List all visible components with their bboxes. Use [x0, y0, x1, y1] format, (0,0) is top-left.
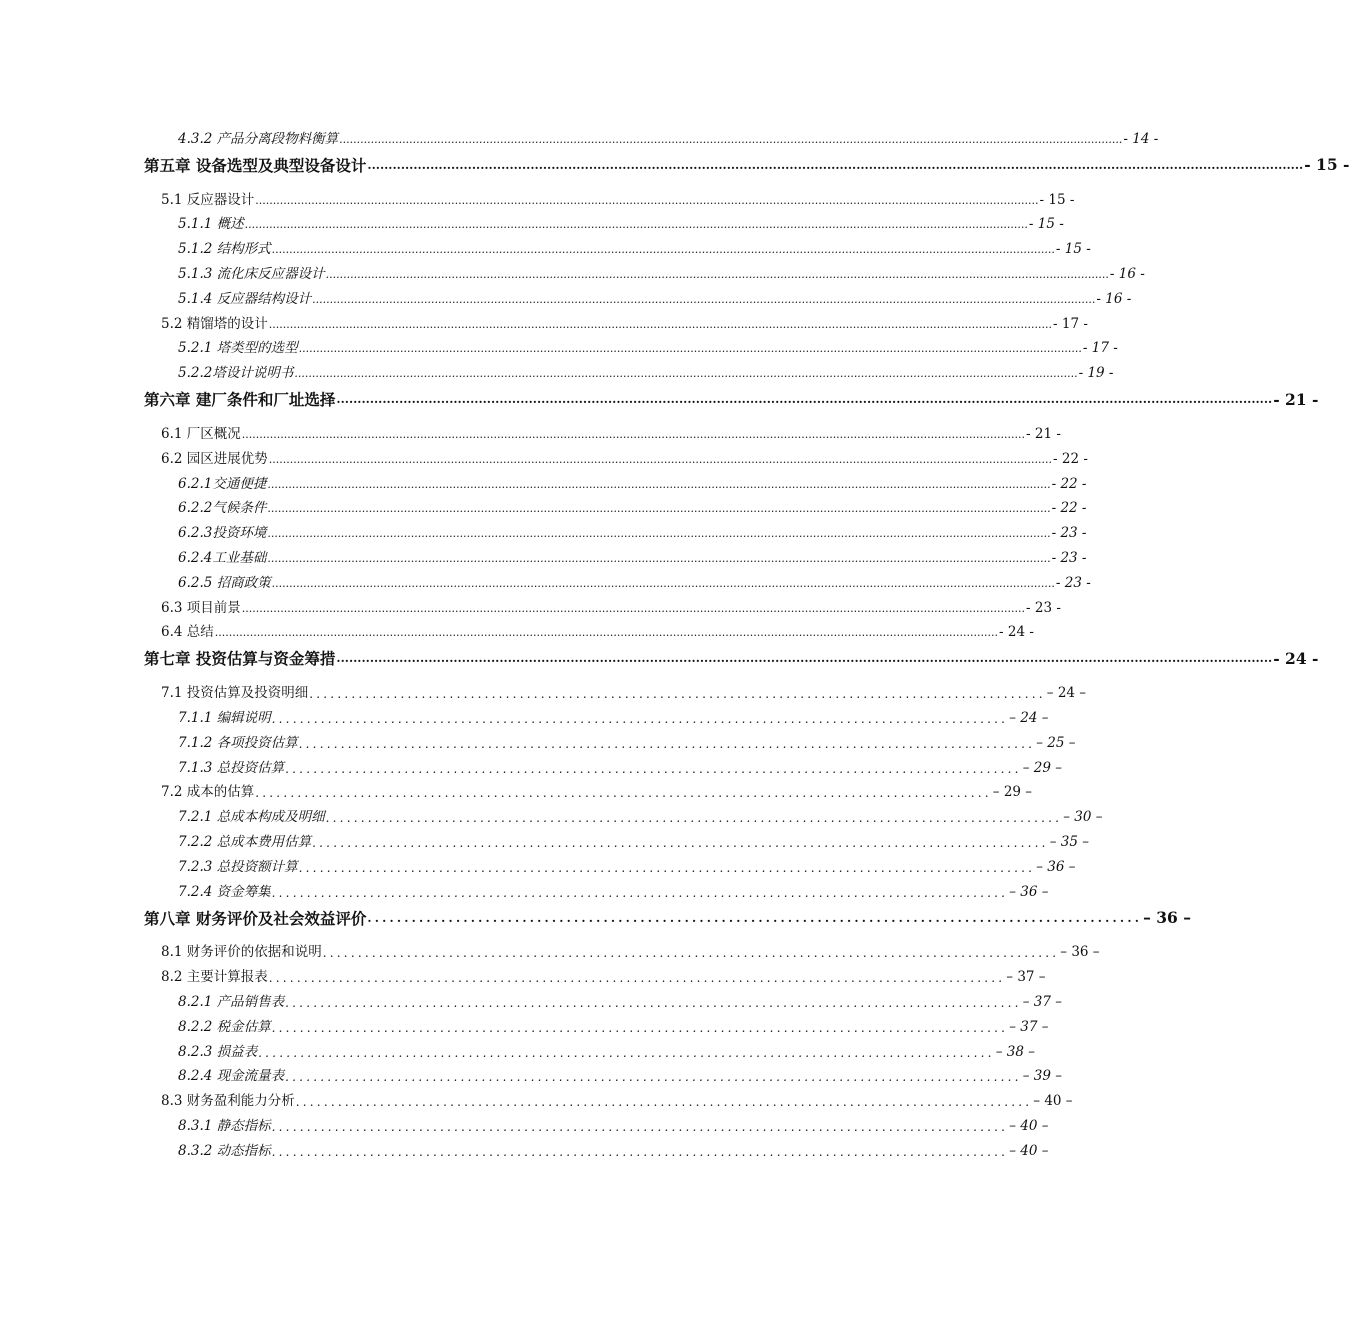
- toc-entry[interactable]: [144, 1084, 1073, 1110]
- toc-page-number: – 24 –: [1009, 709, 1049, 726]
- toc-dot-leader: ................................................................................................................................................................................................................................: [336, 392, 1273, 407]
- toc-dot-leader: .........................................................................................................: [285, 1070, 1022, 1085]
- toc-dot-leader: .........................................................................................................: [298, 736, 1036, 751]
- toc-dot-leader: ................................................................................................................................................................................................................................: [241, 427, 1025, 441]
- toc-page-number: – 24 –: [1046, 685, 1087, 702]
- toc-entry-title: 5.1 反应器设计: [161, 191, 255, 208]
- toc-dot-leader: ................................................................................................................................................................................................................................: [339, 132, 1123, 146]
- toc-entry-title: 6.2.3投资环境: [178, 525, 267, 542]
- toc-entry-title: 8.2 主要计算报表: [161, 969, 268, 986]
- toc-dot-leader: ................................................................................................................................................................................................................................: [298, 342, 1082, 356]
- toc-entry[interactable]: [144, 701, 1049, 726]
- toc-page-number: - 24 -: [1273, 648, 1319, 668]
- toc-entry-title: 8.3 财务盈利能力分析: [161, 1093, 295, 1110]
- toc-page-number: - 23 -: [1051, 525, 1087, 542]
- toc-entry-title: 5.1.1 概述: [178, 216, 244, 233]
- toc-entry-title: 6.2 园区进展优势: [161, 450, 268, 467]
- toc-entry-title: 6.3 项目前景: [161, 599, 241, 616]
- toc-entry[interactable]: [144, 751, 1062, 776]
- toc-dot-leader: ................................................................................................................................................................................................................................: [244, 218, 1028, 232]
- toc-entry[interactable]: [144, 1134, 1049, 1159]
- toc-entry-title: 6.2.1交通便捷: [178, 475, 267, 492]
- toc-dot-leader: ................................................................................................................................................................................................................................: [271, 243, 1055, 257]
- toc-entry[interactable]: [144, 985, 1062, 1010]
- toc-chapter-entry[interactable]: [144, 147, 1349, 183]
- toc-page-number: – 40 –: [1033, 1093, 1073, 1110]
- toc-entry-title: 8.2.2 税金估算: [178, 1018, 271, 1035]
- toc-dot-leader: .........................................................................................................: [285, 761, 1022, 776]
- toc-page-number: – 40 –: [1009, 1117, 1049, 1134]
- toc-entry[interactable]: [144, 257, 1145, 282]
- toc-entry-title: 第五章 设备选型及典型设备设计: [144, 155, 367, 175]
- toc-entry[interactable]: [144, 776, 1033, 801]
- toc-entry-title: 8.3.2 动态指标: [178, 1142, 271, 1159]
- toc-entry[interactable]: [144, 442, 1088, 467]
- table-of-contents: [144, 122, 1349, 1159]
- toc-dot-leader: .........................................................................................................: [322, 946, 1060, 961]
- toc-dot-leader: .........................................................................................................: [271, 1144, 1009, 1159]
- toc-entry-title: 5.1.3 流化床反应器设计: [178, 265, 325, 282]
- toc-page-number: – 36 –: [1009, 883, 1049, 900]
- toc-page-number: – 40 –: [1009, 1142, 1049, 1159]
- toc-entry[interactable]: [144, 850, 1076, 875]
- toc-entry[interactable]: [144, 825, 1089, 850]
- toc-entry[interactable]: [144, 232, 1091, 258]
- toc-page-number: - 22 -: [1051, 475, 1087, 492]
- toc-dot-leader: ................................................................................................................................................................................................................................: [267, 551, 1051, 565]
- toc-chapter-entry[interactable]: [144, 381, 1319, 417]
- toc-dot-leader: .........................................................................................................: [295, 1095, 1033, 1110]
- toc-entry[interactable]: [144, 800, 1103, 826]
- toc-entry-title: 6.2.4工业基础: [178, 549, 267, 566]
- toc-page-number: – 36 –: [1060, 944, 1100, 961]
- toc-page-number: – 39 –: [1022, 1068, 1062, 1085]
- toc-entry[interactable]: [144, 1060, 1062, 1085]
- toc-dot-leader: .........................................................................................................: [255, 786, 992, 801]
- toc-dot-leader: ................................................................................................................................................................................................................................: [267, 477, 1051, 491]
- toc-dot-leader: .........................................................................................................: [268, 971, 1006, 986]
- toc-entry-title: 7.1.2 各项投资估算: [178, 734, 298, 751]
- toc-entry[interactable]: [144, 1109, 1049, 1134]
- toc-entry[interactable]: [144, 616, 1034, 641]
- toc-page-number: - 14 -: [1123, 130, 1159, 147]
- toc-dot-leader: ................................................................................................................................................................................................................................: [214, 626, 998, 640]
- toc-chapter-entry[interactable]: [144, 900, 1191, 936]
- toc-page-number: - 17 -: [1053, 315, 1088, 332]
- toc-entry[interactable]: [144, 591, 1061, 616]
- toc-page-number: – 36 –: [1036, 858, 1076, 875]
- toc-entry-title: 第七章 投资估算与资金筹措: [144, 649, 336, 669]
- toc-entry[interactable]: [144, 356, 1114, 382]
- toc-entry-title: 8.3.1 静态指标: [178, 1117, 271, 1134]
- toc-entry-title: 6.1 厂区概况: [161, 425, 241, 442]
- toc-entry-title: 7.2.1 总成本构成及明细: [178, 809, 325, 826]
- toc-page-number: - 17 -: [1082, 340, 1118, 357]
- toc-page-number: – 37 –: [1022, 993, 1062, 1010]
- toc-entry[interactable]: [144, 417, 1061, 442]
- toc-entry-title: 4.3.2 产品分离段物料衡算: [178, 130, 339, 147]
- toc-page-number: - 19 -: [1078, 365, 1114, 382]
- toc-page-number: – 37 –: [1006, 969, 1046, 986]
- toc-dot-leader: .........................................................................................................: [258, 1045, 995, 1060]
- toc-entry-title: 5.1.2 结构形式: [178, 241, 271, 258]
- toc-page-number: – 25 –: [1036, 734, 1076, 751]
- toc-page-number: - 21 -: [1026, 425, 1061, 442]
- toc-dot-leader: ................................................................................................................................................................................................................................: [268, 317, 1052, 331]
- toc-entry-title: 8.1 财务评价的依据和说明: [161, 944, 322, 961]
- toc-dot-leader: ................................................................................................................................................................................................................................: [312, 292, 1096, 306]
- toc-page-number: - 21 -: [1273, 389, 1319, 409]
- toc-entry[interactable]: [144, 208, 1064, 233]
- toc-entry[interactable]: [144, 492, 1087, 517]
- toc-page-number: - 23 -: [1055, 574, 1091, 591]
- toc-entry[interactable]: [144, 183, 1075, 208]
- toc-entry-title: 5.2.2塔设计说明书: [178, 365, 294, 382]
- toc-entry[interactable]: [144, 1010, 1049, 1035]
- toc-dot-leader: ................................................................................................................................................................................................................................: [336, 651, 1273, 666]
- toc-entry-title: 8.2.3 损益表: [178, 1043, 258, 1060]
- toc-entry[interactable]: [144, 282, 1132, 307]
- toc-entry[interactable]: [144, 960, 1046, 986]
- toc-entry[interactable]: [144, 566, 1091, 591]
- toc-page-number: - 16 -: [1109, 265, 1145, 282]
- toc-dot-leader: ................................................................................................................................................................................................................................: [255, 193, 1039, 207]
- toc-entry[interactable]: [144, 122, 1159, 147]
- toc-entry-title: 第八章 财务评价及社会效益评价: [144, 908, 367, 928]
- toc-page-number: – 38 –: [995, 1043, 1035, 1060]
- toc-entry[interactable]: [144, 332, 1118, 357]
- toc-page-number: - 15 -: [1304, 155, 1349, 175]
- toc-page-number: - 16 -: [1096, 290, 1132, 307]
- toc-dot-leader: .........................................................................................................: [298, 860, 1036, 875]
- toc-entry-title: 5.1.4 反应器结构设计: [178, 290, 312, 307]
- toc-page-number: – 36 –: [1143, 908, 1191, 928]
- toc-page-number: - 15 -: [1055, 241, 1091, 258]
- toc-page-number: – 35 –: [1049, 833, 1089, 850]
- toc-dot-leader: .........................................................................................................: [271, 1020, 1009, 1035]
- toc-entry[interactable]: [144, 726, 1076, 751]
- toc-page-number: - 15 -: [1028, 216, 1064, 233]
- toc-page-number: – 37 –: [1009, 1018, 1049, 1035]
- toc-entry-title: 5.2 精馏塔的设计: [161, 315, 268, 332]
- toc-dot-leader: .........................................................................................................: [309, 687, 1046, 702]
- toc-page-number: – 29 –: [1022, 759, 1062, 776]
- toc-page-number: – 29 –: [992, 784, 1033, 801]
- toc-dot-leader: .........................................................................................................: [285, 995, 1022, 1010]
- toc-entry-title: 7.1 投资估算及投资明细: [161, 685, 309, 702]
- toc-entry-title: 7.2.3 总投资额计算: [178, 858, 298, 875]
- toc-page-number: - 24 -: [999, 624, 1034, 641]
- toc-entry-title: 6.2.5 招商政策: [178, 574, 271, 591]
- toc-page-number: - 22 -: [1051, 500, 1087, 517]
- toc-chapter-entry[interactable]: [144, 640, 1319, 676]
- toc-dot-leader: ................................................................................................................................................................................................................................: [271, 576, 1055, 590]
- toc-page-number: - 15 -: [1039, 191, 1075, 208]
- toc-entry-title: 6.4 总结: [161, 624, 214, 641]
- toc-entry-title: 第六章 建厂条件和厂址选择: [144, 390, 336, 410]
- toc-page-number: – 30 –: [1063, 809, 1103, 826]
- toc-entry[interactable]: [144, 875, 1049, 900]
- toc-entry-title: 7.2.2 总成本费用估算: [178, 833, 312, 850]
- toc-entry-title: 8.2.4 现金流量表: [178, 1068, 285, 1085]
- toc-entry-title: 5.2.1 塔类型的选型: [178, 340, 298, 357]
- toc-entry[interactable]: [144, 676, 1087, 702]
- toc-dot-leader: ................................................................................................................................................................................................................................: [268, 452, 1052, 466]
- toc-dot-leader: ................................................................................................................................................................................................................................: [241, 601, 1025, 615]
- toc-entry[interactable]: [144, 1035, 1035, 1060]
- toc-entry-title: 6.2.2气候条件: [178, 500, 267, 517]
- toc-dot-leader: .........................................................................................................: [312, 835, 1049, 850]
- toc-page-number: - 23 -: [1026, 599, 1061, 616]
- toc-entry[interactable]: [144, 467, 1087, 492]
- toc-page-number: - 22 -: [1053, 450, 1088, 467]
- toc-entry[interactable]: [144, 307, 1088, 332]
- toc-dot-leader: .........................................................................................................: [271, 885, 1009, 900]
- toc-entry-title: 8.2.1 产品销售表: [178, 993, 285, 1010]
- toc-dot-leader: ................................................................................................................................................................................................................................: [267, 527, 1051, 541]
- toc-dot-leader: ................................................................................................................................................................................................................................: [294, 367, 1078, 381]
- toc-page-number: - 23 -: [1051, 549, 1087, 566]
- toc-dot-leader: .........................................................................................................: [325, 811, 1063, 826]
- toc-entry[interactable]: [144, 541, 1087, 566]
- toc-entry-title: 7.1.1 编辑说明: [178, 709, 271, 726]
- toc-entry-title: 7.2.4 资金筹集: [178, 883, 271, 900]
- toc-dot-leader: ................................................................................................................................................................................................................................: [367, 157, 1304, 172]
- toc-dot-leader: .........................................................................................................: [367, 910, 1143, 925]
- toc-dot-leader: .........................................................................................................: [271, 711, 1009, 726]
- toc-entry-title: 7.2 成本的估算: [161, 784, 255, 801]
- toc-dot-leader: ................................................................................................................................................................................................................................: [267, 502, 1051, 516]
- toc-dot-leader: ................................................................................................................................................................................................................................: [325, 267, 1109, 281]
- toc-entry-title: 7.1.3 总投资估算: [178, 759, 285, 776]
- toc-dot-leader: .........................................................................................................: [271, 1119, 1009, 1134]
- toc-entry[interactable]: [144, 516, 1087, 542]
- toc-entry[interactable]: [144, 936, 1100, 961]
